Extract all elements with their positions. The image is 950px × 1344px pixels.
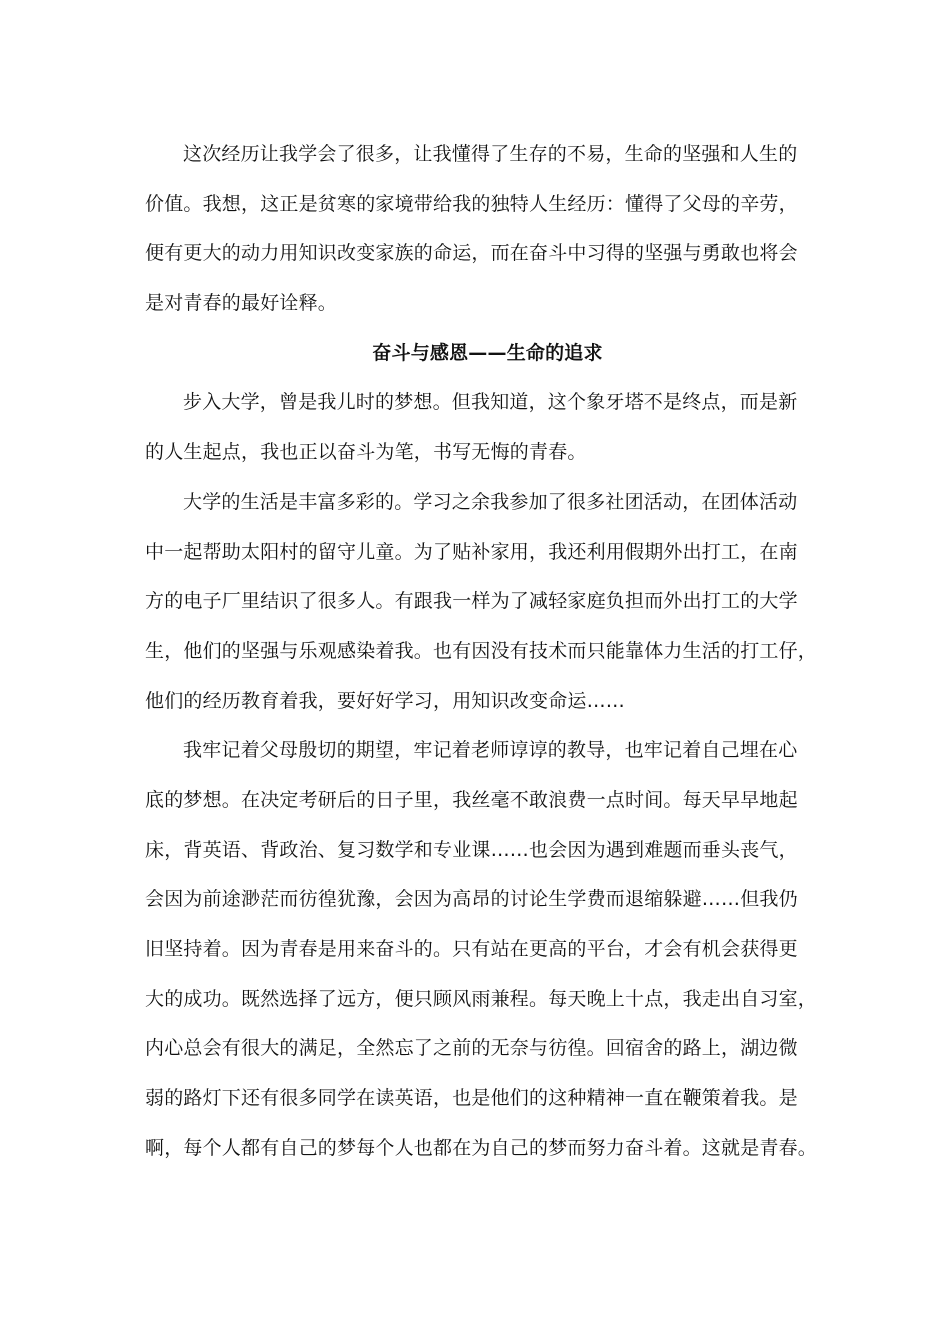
paragraph-line: 大学的生活是丰富多彩的。学习之余我参加了很多社团活动，在团体活动 xyxy=(183,490,798,513)
paragraph-line: 中一起帮助太阳村的留守儿童。为了贴补家用，我还利用假期外出打工，在南 xyxy=(145,540,798,563)
paragraph-line: 旧坚持着。因为青春是用来奋斗的。只有站在更高的平台，才会有机会获得更 xyxy=(145,938,798,960)
paragraph-line: 步入大学，曾是我儿时的梦想。但我知道，这个象牙塔不是终点，而是新 xyxy=(183,391,798,414)
paragraph-3 xyxy=(145,478,818,726)
paragraph-1 xyxy=(145,130,810,329)
paragraph-line: 生，他们的坚强与乐观感染着我。也有因没有技术而只能靠体力生活的打工仔， xyxy=(145,639,818,662)
paragraph-line: 便有更大的动力用知识改变家族的命运，而在奋斗中习得的坚强与勇敢也将会 xyxy=(145,242,798,265)
paragraph-2 xyxy=(145,378,810,477)
paragraph-line: 方的电子厂里结识了很多人。有跟我一样为了减轻家庭负担而外出打工的大学 xyxy=(145,590,798,613)
paragraph-line: 是对青春的最好诠释。 xyxy=(145,292,338,315)
paragraph-line: 内心总会有很大的满足，全然忘了之前的无奈与彷徨。回宿舍的路上，湖边微 xyxy=(145,1037,798,1060)
paragraph-line: 会因为前途渺茫而彷徨犹豫，会因为高昂的讨论生学费而退缩躲避……但我仍 xyxy=(145,888,798,911)
paragraph-line: 价值。我想，这正是贫寒的家境带给我的独特人生经历：懂得了父母的辛劳， xyxy=(145,192,798,215)
paragraph-line: 床，背英语、背政治、复习数学和专业课……也会因为遇到难题而垂头丧气， xyxy=(145,838,798,861)
paragraph-line: 啊，每个人都有自己的梦每个人也都在为自己的梦而努力奋斗着。这就是青春。 xyxy=(145,1136,818,1159)
paragraph-line: 的人生起点，我也正以奋斗为笔，书写无悔的青春。 xyxy=(145,441,587,464)
paragraph-line: 底的梦想。在决定考研后的日子里，我丝毫不敢浪费一点时间。每天早早地起 xyxy=(145,788,798,811)
paragraph-line: 弱的路灯下还有很多同学在读英语，也是他们的这种精神一直在鞭策着我。是 xyxy=(145,1087,798,1110)
paragraph-line: 大的成功。既然选择了远方，便只顾风雨兼程。每天晚上十点，我走出自习室， xyxy=(145,987,818,1010)
paragraph-line: 我牢记着父母殷切的期望，牢记着老师谆谆的教导，也牢记着自己埋在心 xyxy=(183,739,798,762)
paragraph-line: 他们的经历教育着我，要好好学习，用知识改变命运…… xyxy=(145,689,626,712)
paragraph-line: 这次经历让我学会了很多，让我懂得了生存的不易，生命的坚强和人生的 xyxy=(183,143,798,165)
section-heading: 奋斗与感恩——生命的追求 xyxy=(372,341,603,364)
paragraph-4 xyxy=(145,726,818,1173)
document-body xyxy=(145,130,818,1173)
